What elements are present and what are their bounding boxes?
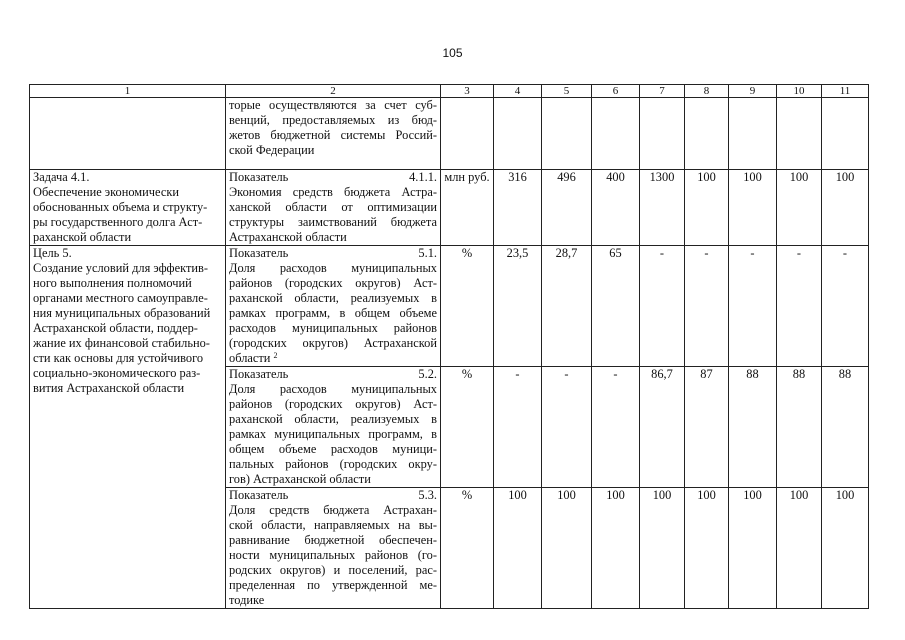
indicator-cell	[226, 488, 441, 609]
text-line: Показатель 5.1.	[229, 246, 437, 260]
text-line: жетов бюджетной системы Россий-	[229, 128, 437, 142]
value-cell: -	[777, 246, 822, 367]
text-line: Показатель 5.2.	[229, 367, 437, 381]
text-line: общем объеме расходов муници-	[229, 442, 437, 456]
text-line: Обеспечение экономически	[33, 185, 179, 199]
column-header-9: 9	[729, 85, 777, 98]
value-cell: 28,7	[542, 246, 592, 367]
column-header-4: 4	[494, 85, 542, 98]
text-line: рамках муниципальных программ, в	[229, 427, 437, 441]
text-line: ской Федерации	[229, 143, 315, 157]
value-cell: 100	[542, 488, 592, 609]
value-cell: 88	[777, 367, 822, 488]
indicator-cell	[226, 98, 441, 170]
text-line: Астраханской области, поддер-	[33, 321, 198, 335]
unit-cell: млн руб.	[441, 170, 494, 246]
column-header-11: 11	[822, 85, 869, 98]
text-line: Задача 4.1.	[33, 170, 90, 184]
value-cell	[685, 98, 729, 170]
text-line: органами местного самоуправле-	[33, 291, 208, 305]
value-cell	[822, 98, 869, 170]
value-cell: -	[494, 367, 542, 488]
value-cell: -	[542, 367, 592, 488]
value-cell: 100	[729, 170, 777, 246]
text-line: Показатель 4.1.1.	[229, 170, 437, 184]
value-cell: 1300	[640, 170, 685, 246]
text-line: ного выполнения полномочий	[33, 276, 192, 290]
value-cell	[592, 98, 640, 170]
text-line-content: области	[229, 351, 274, 365]
text-line: Доля расходов муниципальных	[229, 382, 437, 396]
value-cell: 100	[729, 488, 777, 609]
column-header-6: 6	[592, 85, 640, 98]
unit-cell	[441, 98, 494, 170]
value-cell	[494, 98, 542, 170]
indicator-cell	[226, 246, 441, 367]
footnote-mark: 2	[273, 351, 278, 360]
text-line: торые осуществляются за счет суб-	[229, 98, 437, 112]
text-line: тодике	[229, 593, 265, 607]
column-header-3: 3	[441, 85, 494, 98]
text-line: Доля средств бюджета Астрахан-	[229, 503, 437, 517]
goal-task-cell	[30, 170, 226, 246]
text-line: социально-экономического раз-	[33, 366, 201, 380]
value-cell: 100	[822, 170, 869, 246]
text-line: Доля расходов муниципальных	[229, 261, 437, 275]
value-cell: 86,7	[640, 367, 685, 488]
text-line: пределенная по утвержденной ме-	[229, 578, 437, 592]
value-cell: -	[685, 246, 729, 367]
unit-cell: %	[441, 367, 494, 488]
value-cell: -	[822, 246, 869, 367]
text-line: ханской области от оптимизации	[229, 200, 437, 214]
header-row	[30, 85, 869, 98]
text-line: структуры заимствований бюджета	[229, 215, 437, 229]
value-cell: 100	[685, 170, 729, 246]
value-cell	[777, 98, 822, 170]
value-cell: 88	[729, 367, 777, 488]
value-cell: 316	[494, 170, 542, 246]
value-cell: 100	[494, 488, 542, 609]
text-line: раханской области, реализуемых в	[229, 412, 437, 426]
text-line: родских округов) и поселений, рас-	[229, 563, 437, 577]
value-cell: 88	[822, 367, 869, 488]
text-line: районов (городских округов) Аст-	[229, 276, 437, 290]
text-line: Экономия средств бюджета Астра-	[229, 185, 437, 199]
unit-cell: %	[441, 246, 494, 367]
text-line: раханской области	[33, 230, 132, 244]
indicator-cell	[226, 367, 441, 488]
indicator-cell	[226, 170, 441, 246]
table-row	[30, 170, 869, 246]
value-cell: -	[729, 246, 777, 367]
text-line: ры государственного долга Аст-	[33, 215, 203, 229]
text-line: Астраханской области	[229, 230, 347, 244]
value-cell: 65	[592, 246, 640, 367]
value-cell: 496	[542, 170, 592, 246]
unit-cell: %	[441, 488, 494, 609]
indicators-table	[29, 84, 869, 609]
text-line: жание их финансовой стабильно-	[33, 336, 210, 350]
text-line: венций, предоставляемых из бюд-	[229, 113, 437, 127]
text-line: пальных районов (городских окру-	[229, 457, 437, 471]
value-cell: -	[592, 367, 640, 488]
value-cell: 400	[592, 170, 640, 246]
value-cell: 100	[822, 488, 869, 609]
column-header-5: 5	[542, 85, 592, 98]
column-header-7: 7	[640, 85, 685, 98]
value-cell: 100	[777, 488, 822, 609]
text-line: расходов муниципальных районов	[229, 321, 437, 335]
column-header-2: 2	[226, 85, 441, 98]
value-cell	[729, 98, 777, 170]
table-row	[30, 246, 869, 367]
value-cell: 100	[640, 488, 685, 609]
value-cell: 23,5	[494, 246, 542, 367]
text-line: (городских округов) Астраханской	[229, 336, 437, 350]
value-cell: -	[640, 246, 685, 367]
column-header-8: 8	[685, 85, 729, 98]
text-line: ской области, направляемых на вы-	[229, 518, 437, 532]
text-line: равнивание бюджетной обеспечен-	[229, 533, 437, 547]
text-line: ности муниципальных районов (го-	[229, 548, 437, 562]
column-header-10: 10	[777, 85, 822, 98]
column-header-1: 1	[30, 85, 226, 98]
value-cell: 100	[592, 488, 640, 609]
page-number: 105	[442, 46, 463, 60]
goal-task-cell	[30, 98, 226, 170]
text-line: сти как основы для устойчивого	[33, 351, 204, 365]
text-line: рамках программ, в общем объеме	[229, 306, 437, 320]
text-line: ния муниципальных образований	[33, 306, 211, 320]
text-line: районов (городских округов) Аст-	[229, 397, 437, 411]
value-cell: 100	[777, 170, 822, 246]
text-line: Цель 5.	[33, 246, 72, 260]
text-line: гов) Астраханской области	[229, 472, 371, 486]
goal-task-cell	[30, 246, 226, 609]
text-line: раханской области, реализуемых в	[229, 291, 437, 305]
value-cell	[640, 98, 685, 170]
text-line: Создание условий для эффектив-	[33, 261, 208, 275]
value-cell	[542, 98, 592, 170]
text-line: вития Астраханской области	[33, 381, 185, 395]
text-line: Показатель 5.3.	[229, 488, 437, 502]
value-cell: 87	[685, 367, 729, 488]
value-cell: 100	[685, 488, 729, 609]
table-row	[30, 98, 869, 170]
text-line	[229, 351, 437, 366]
text-line: обоснованных объема и структу-	[33, 200, 208, 214]
